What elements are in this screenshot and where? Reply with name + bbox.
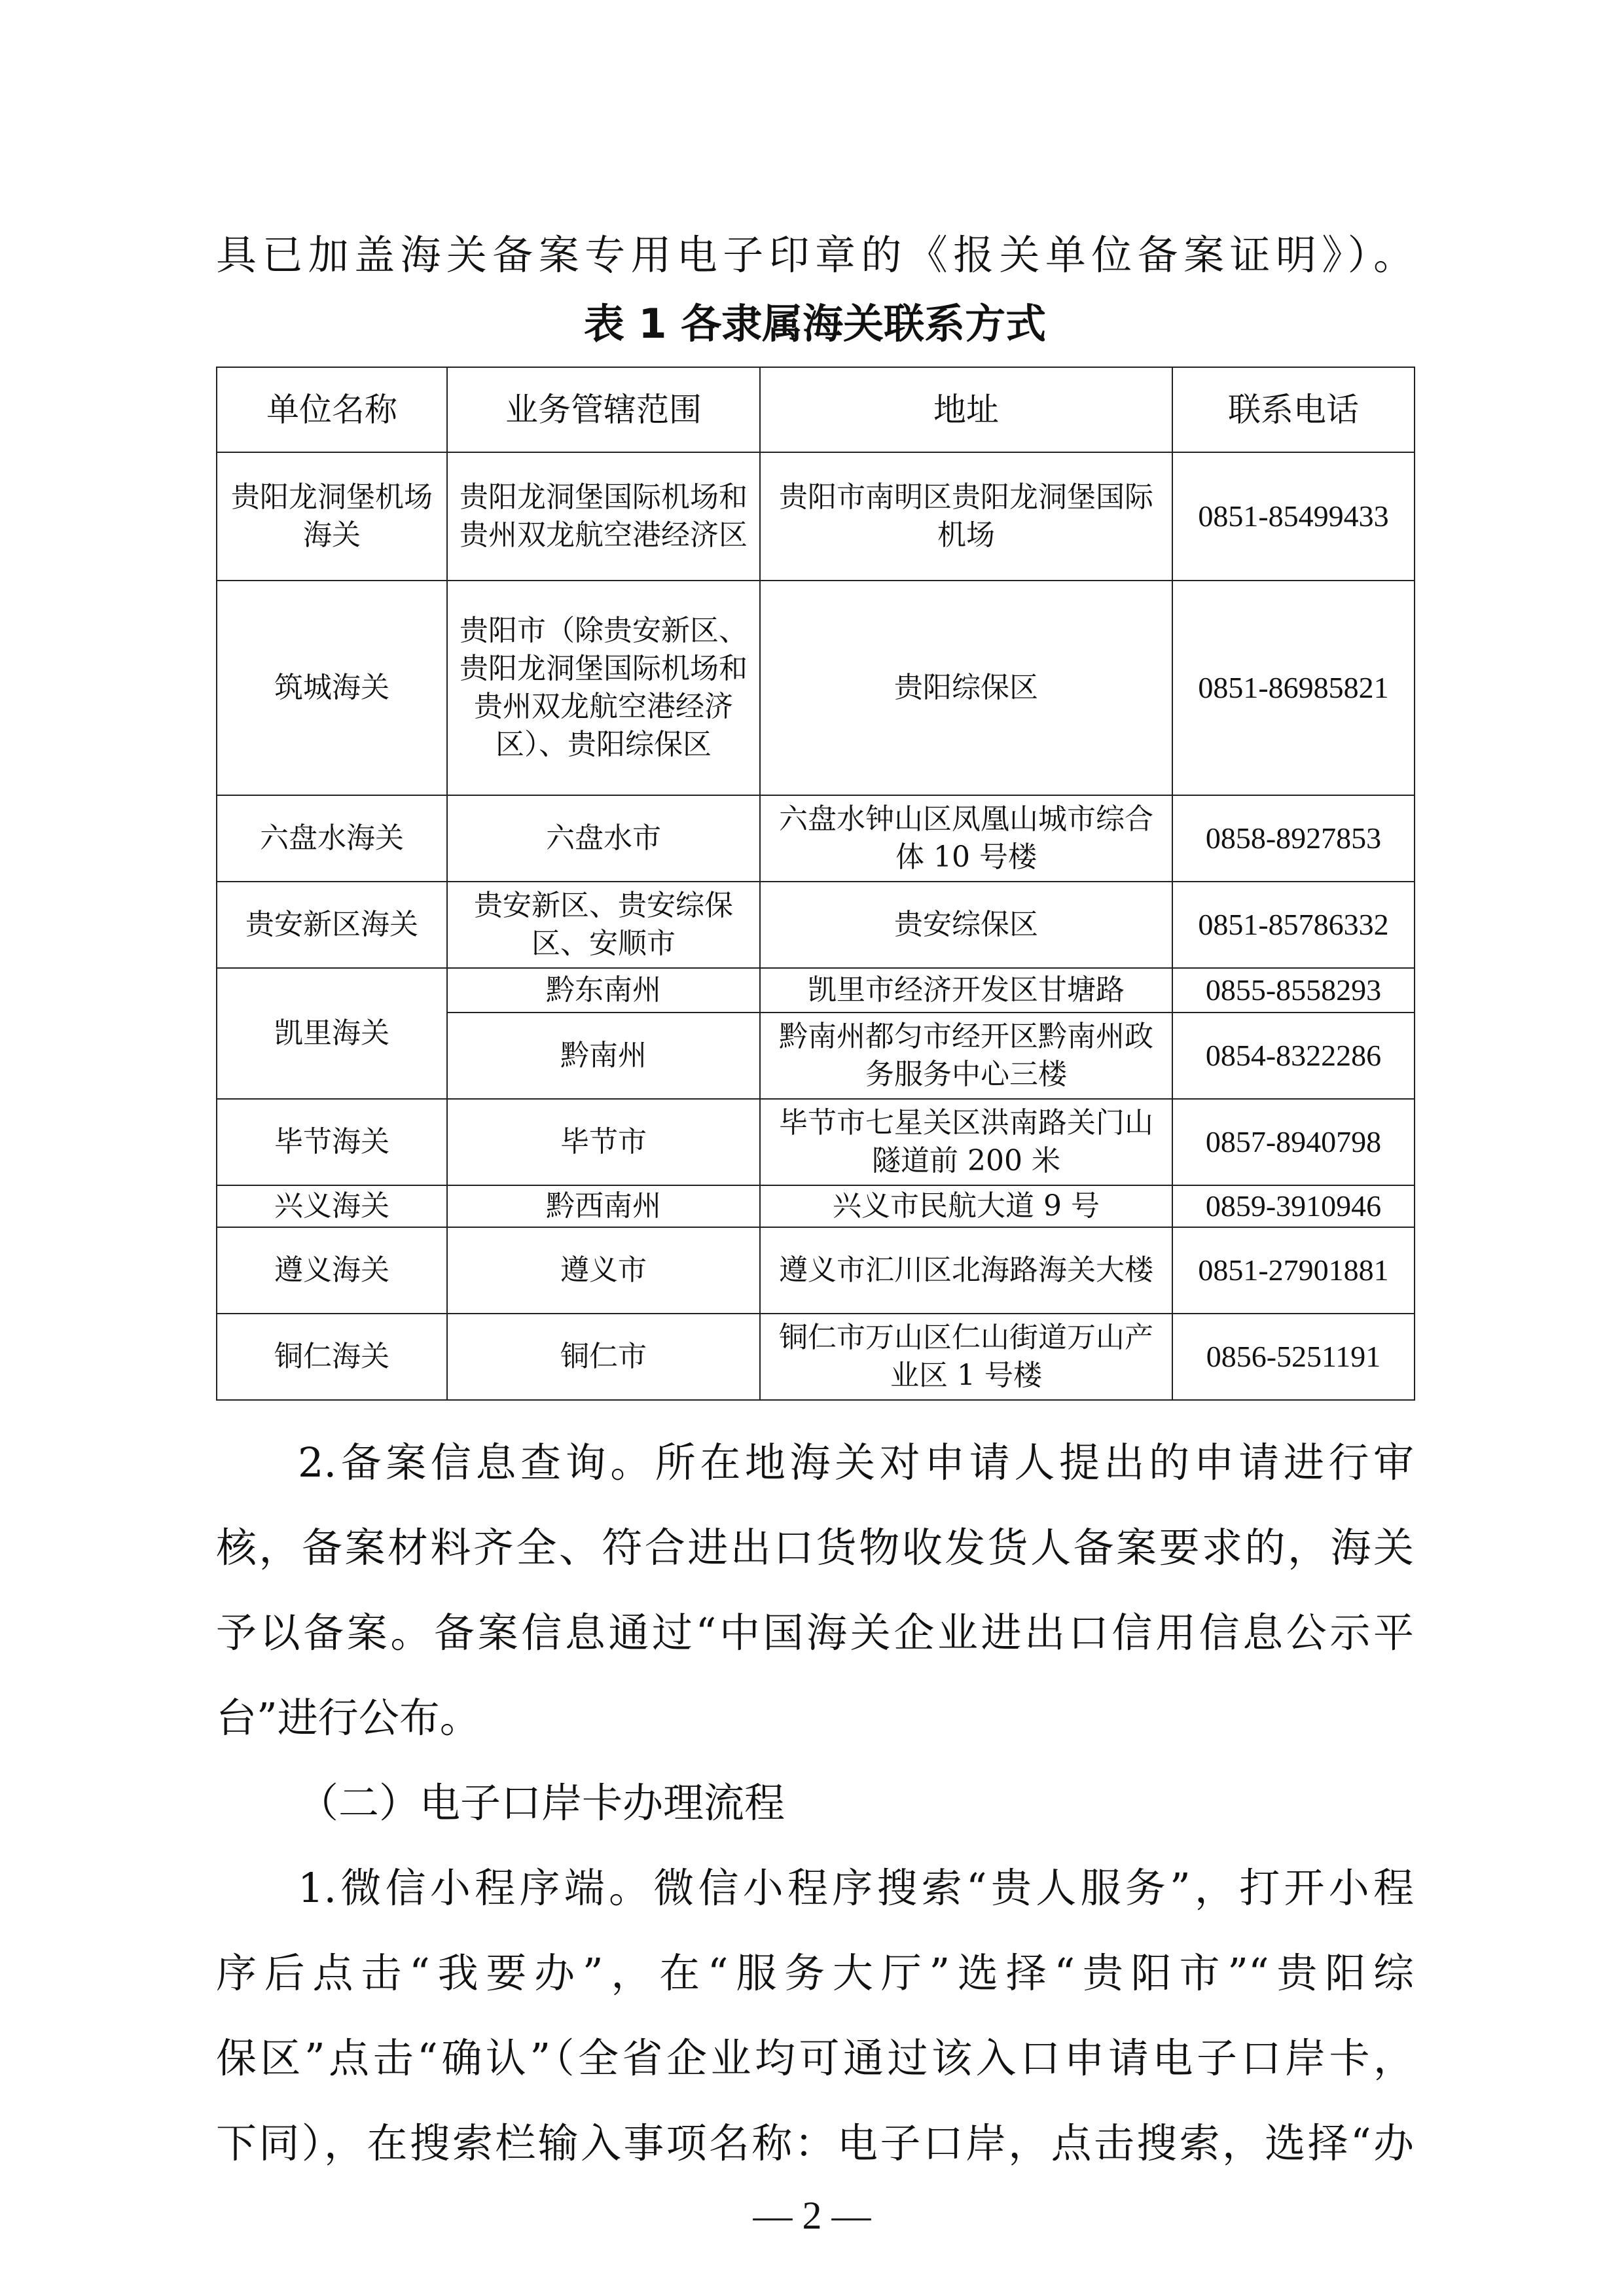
header-address: 地址: [760, 367, 1172, 452]
cell-address: 贵阳综保区: [760, 581, 1172, 795]
cell-address: 贵阳市南明区贵阳龙洞堡国际机场: [760, 452, 1172, 581]
body-line: 台”进行公布。: [216, 1694, 480, 1742]
cell-phone: 0851-86985821: [1172, 581, 1415, 795]
cell-scope: 贵阳市（除贵安新区、贵阳龙洞堡国际机场和贵州双龙航空港经济区）、贵阳综保区: [447, 581, 760, 795]
cell-unit: 铜仁海关: [217, 1314, 447, 1400]
cell-scope: 铜仁市: [447, 1314, 760, 1400]
body-line: 序后点击“我要办”，在“服务大厅”选择“贵阳市”“贵阳综: [216, 1949, 1414, 1997]
cell-address: 贵安综保区: [760, 882, 1172, 968]
body-line: 保区”点击“确认”（全省企业均可通过该入口申请电子口岸卡，: [216, 2034, 1414, 2082]
header-unit: 单位名称: [217, 367, 447, 452]
cell-phone: 0858-8927853: [1172, 795, 1415, 882]
table-row: [217, 1185, 1415, 1227]
table-row: [217, 968, 1415, 1013]
cell-unit: 毕节海关: [217, 1099, 447, 1185]
cell-scope: 黔东南州: [447, 968, 760, 1013]
cell-phone: 0854-8322286: [1172, 1013, 1415, 1099]
cell-address: 遵义市汇川区北海路海关大楼: [760, 1227, 1172, 1314]
section-heading: （二）电子口岸卡办理流程: [298, 1779, 785, 1827]
cell-scope: 六盘水市: [447, 795, 760, 882]
header-scope: 业务管辖范围: [447, 367, 760, 452]
body-line: 1.微信小程序端。微信小程序搜索“贵人服务”，打开小程: [298, 1864, 1414, 1912]
cell-phone: 0856-5251191: [1172, 1314, 1415, 1400]
cell-address: 毕节市七星关区洪南路关门山隧道前 200 米: [760, 1099, 1172, 1185]
cell-scope: 毕节市: [447, 1099, 760, 1185]
table-row: [217, 581, 1415, 795]
cell-scope: 贵阳龙洞堡国际机场和贵州双龙航空港经济区: [447, 452, 760, 581]
cell-address: 六盘水钟山区凤凰山城市综合体 10 号楼: [760, 795, 1172, 882]
cell-phone: 0851-27901881: [1172, 1227, 1415, 1314]
cell-address: 凯里市经济开发区甘塘路: [760, 968, 1172, 1013]
cell-phone: 0859-3910946: [1172, 1185, 1415, 1227]
cell-phone: 0855-8558293: [1172, 968, 1415, 1013]
header-phone: 联系电话: [1172, 367, 1415, 452]
contacts-table: [216, 367, 1415, 1401]
table-row: [217, 795, 1415, 882]
body-line: 2.备案信息查询。所在地海关对申请人提出的申请进行审: [298, 1439, 1414, 1486]
body-line: 予以备案。备案信息通过“中国海关企业进出口信用信息公示平: [216, 1609, 1414, 1657]
cell-phone: 0851-85786332: [1172, 882, 1415, 968]
body-line: 核，备案材料齐全、符合进出口货物收发货人备案要求的，海关: [216, 1524, 1414, 1571]
cell-unit: 筑城海关: [217, 581, 447, 795]
cell-scope: 黔西南州: [447, 1185, 760, 1227]
cell-scope: 贵安新区、贵安综保区、安顺市: [447, 882, 760, 968]
table-title: 表 1 各隶属海关联系方式: [583, 300, 1047, 348]
cell-phone: 0857-8940798: [1172, 1099, 1415, 1185]
cell-unit: 凯里海关: [217, 968, 447, 1099]
cell-scope: 遵义市: [447, 1227, 760, 1314]
table-row: [217, 1099, 1415, 1185]
table-header-row: [217, 367, 1415, 452]
cell-unit: 遵义海关: [217, 1227, 447, 1314]
cell-scope: 黔南州: [447, 1013, 760, 1099]
cell-unit: 贵阳龙洞堡机场海关: [217, 452, 447, 581]
table-row: [217, 882, 1415, 968]
table-row: [217, 452, 1415, 581]
text-line: 具已加盖海关备案专用电子印章的《报关单位备案证明》）。: [216, 231, 1414, 279]
cell-phone: 0851-85499433: [1172, 452, 1415, 581]
page-number: — 2 —: [753, 2194, 871, 2237]
cell-address: 黔南州都匀市经开区黔南州政务服务中心三楼: [760, 1013, 1172, 1099]
table-row: [217, 1227, 1415, 1314]
cell-unit: 六盘水海关: [217, 795, 447, 882]
table-row: [217, 1314, 1415, 1400]
cell-address: 铜仁市万山区仁山街道万山产业区 1 号楼: [760, 1314, 1172, 1400]
cell-address: 兴义市民航大道 9 号: [760, 1185, 1172, 1227]
cell-unit: 兴义海关: [217, 1185, 447, 1227]
cell-unit: 贵安新区海关: [217, 882, 447, 968]
body-line: 下同），在搜索栏输入事项名称：电子口岸，点击搜索，选择“办: [216, 2119, 1414, 2167]
